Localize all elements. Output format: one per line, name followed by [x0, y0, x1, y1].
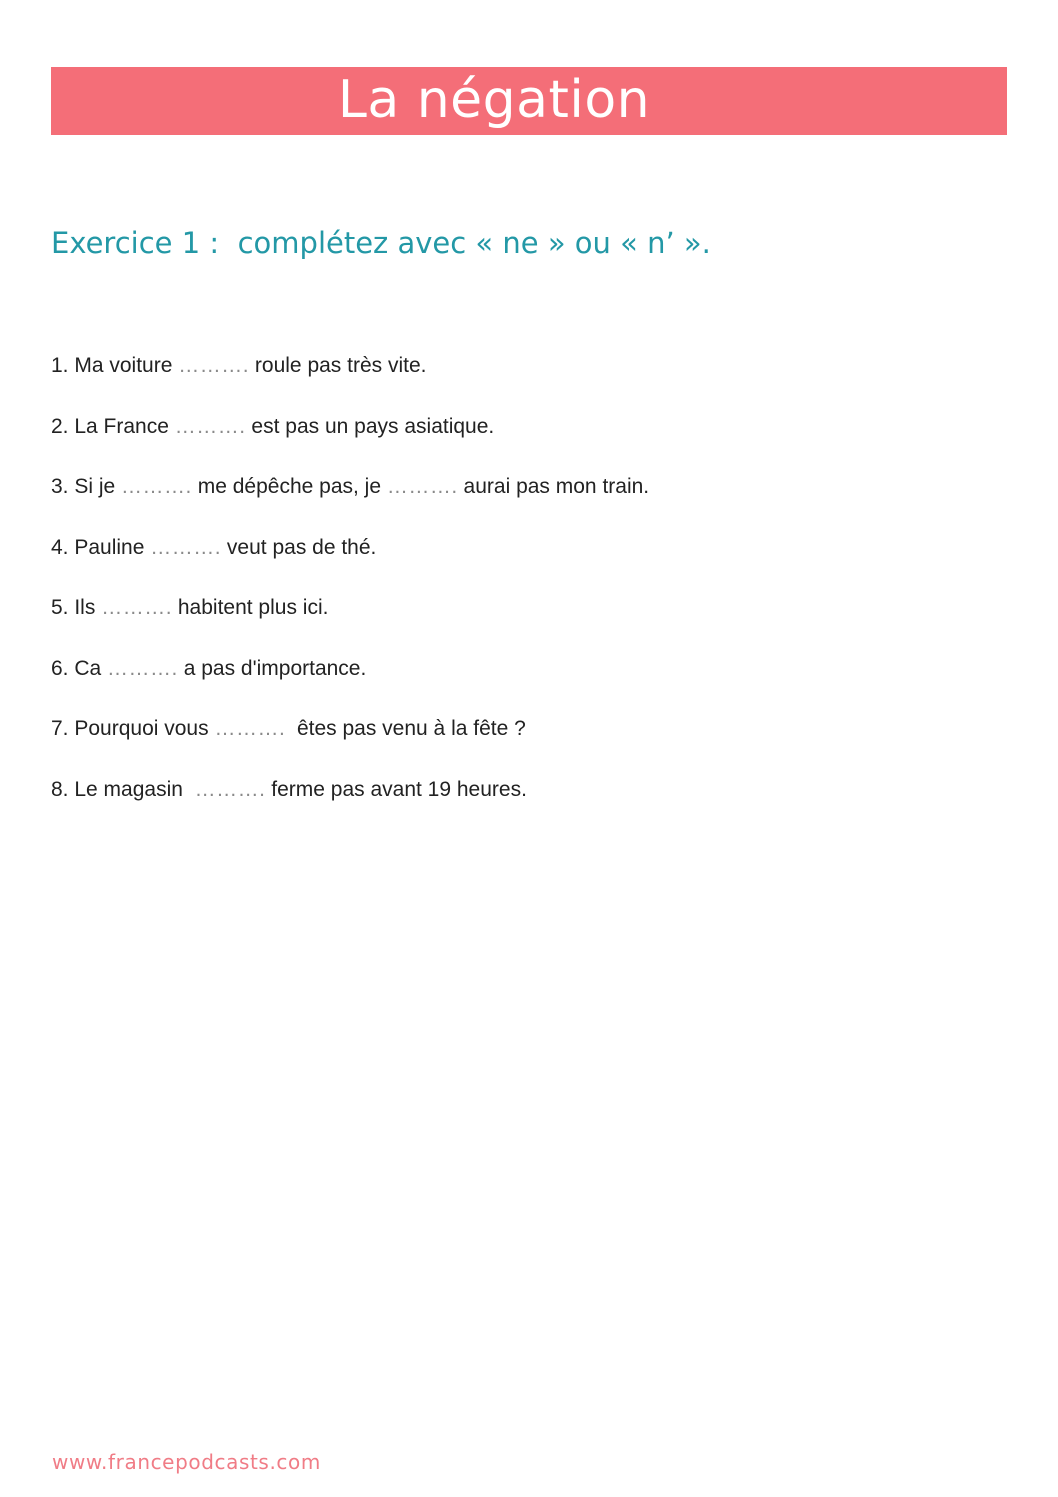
item-text-after: êtes pas venu à la fête ? [285, 717, 526, 740]
item-text-after: ferme pas avant 19 heures. [265, 777, 527, 801]
item-text-before: Le magasin [68, 777, 195, 801]
item-text-after: a pas d'importance. [177, 656, 367, 680]
item-text-after: aurai pas mon train. [457, 475, 650, 498]
page-title: La négation [337, 70, 651, 130]
exercise-item-3 [51, 473, 649, 534]
exercise-item-4 [51, 534, 649, 595]
item-text-before: Ma voiture [68, 354, 179, 377]
item-text-after: habitent plus ici. [172, 596, 329, 619]
exercise-item-5 [51, 594, 649, 655]
blank-field: ………. [174, 414, 246, 438]
blank-field: ………. [178, 354, 250, 377]
exercise-item-6 [51, 655, 649, 716]
exercise-item-1 [51, 352, 649, 413]
item-number: 5. [51, 596, 69, 619]
title-banner [51, 67, 1007, 135]
exercise-item-2 [51, 413, 649, 474]
item-number: 2. [51, 414, 69, 438]
exercise-list [51, 352, 649, 836]
item-text-before: La France [68, 414, 175, 438]
item-number: 1. [51, 354, 69, 377]
exercise-item-7 [51, 715, 649, 776]
item-number: 7. [51, 717, 69, 740]
exercise-heading: Exercice 1 : complétez avec « ne » ou « n’ ». [51, 226, 711, 260]
blank-field: ………. [101, 596, 173, 619]
item-text-before: Si je [68, 475, 122, 498]
item-number: 3. [51, 475, 69, 498]
item-text-after: est pas un pays asiatique. [245, 414, 495, 438]
item-number: 6. [51, 656, 69, 680]
item-text-before: Pauline [68, 535, 151, 559]
item-text-before: Ca [68, 656, 108, 680]
item-number: 4. [51, 535, 69, 559]
item-number: 8. [51, 777, 69, 801]
item-text-before: Ils [68, 596, 102, 619]
item-text-after: roule pas très vite. [249, 354, 427, 377]
blank-field-2: ………. [386, 475, 458, 498]
blank-field: ………. [214, 717, 286, 740]
blank-field: ………. [107, 656, 178, 680]
item-text-after: veut pas de thé. [221, 535, 377, 559]
blank-field: ………. [150, 535, 222, 559]
footer-url-link[interactable]: www.francepodcasts.com [52, 1450, 321, 1474]
exercise-item-8 [51, 776, 649, 837]
item-text-before: Pourquoi vous [68, 717, 215, 740]
blank-field: ………. [121, 475, 192, 498]
item-text-middle: me dépêche pas, je [191, 475, 387, 498]
blank-field: ………. [194, 777, 266, 801]
